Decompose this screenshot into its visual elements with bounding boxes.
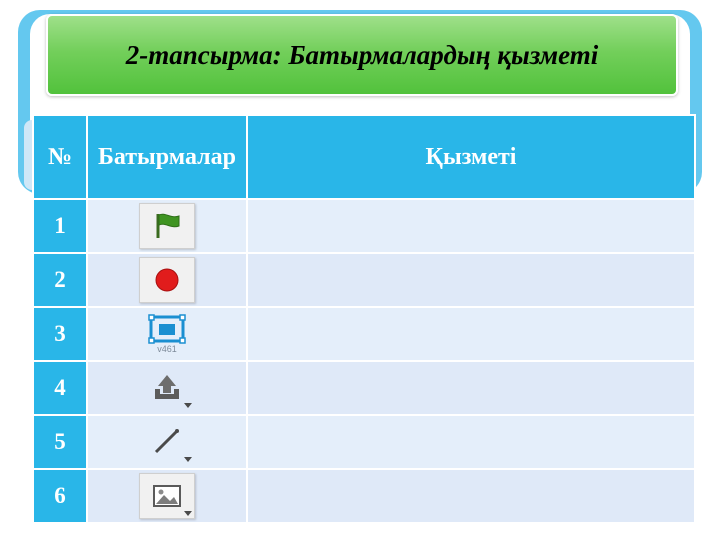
green-flag-icon-glyph xyxy=(150,211,184,241)
row-number: 5 xyxy=(33,415,87,469)
table-row xyxy=(33,253,695,307)
row-icon-cell xyxy=(87,307,247,361)
row-number: 6 xyxy=(33,469,87,523)
chevron-down-icon xyxy=(184,511,192,516)
header-function: Қызметі xyxy=(247,115,695,199)
sprite-select-icon-glyph xyxy=(147,314,187,346)
paint-line-icon[interactable] xyxy=(140,420,194,464)
row-icon-cell xyxy=(87,199,247,253)
sprite-select-icon[interactable] xyxy=(140,312,194,356)
row-icon-cell xyxy=(87,469,247,523)
table-head xyxy=(33,115,695,199)
paint-line-icon-glyph xyxy=(150,427,184,457)
red-stop-circle-icon[interactable] xyxy=(139,257,195,303)
page-title: 2-тапсырма: Батырмалардың қызметі xyxy=(125,39,599,70)
row-number: 1 xyxy=(33,199,87,253)
task-table-wrapper xyxy=(32,114,688,524)
row-number: 2 xyxy=(33,253,87,307)
upload-sprite-icon[interactable] xyxy=(140,366,194,410)
header-number: № xyxy=(33,115,87,199)
task-table xyxy=(32,114,696,524)
row-function-cell[interactable] xyxy=(247,199,695,253)
table-row xyxy=(33,361,695,415)
row-icon-cell xyxy=(87,361,247,415)
row-function-cell[interactable] xyxy=(247,253,695,307)
row-icon-cell xyxy=(87,253,247,307)
chevron-down-icon xyxy=(184,403,192,408)
table-row xyxy=(33,415,695,469)
row-function-cell[interactable] xyxy=(247,415,695,469)
row-function-cell[interactable] xyxy=(247,307,695,361)
table-body xyxy=(33,199,695,523)
table-row xyxy=(33,199,695,253)
row-number: 3 xyxy=(33,307,87,361)
image-picture-icon-glyph xyxy=(151,483,183,509)
row-function-cell[interactable] xyxy=(247,361,695,415)
table-row xyxy=(33,469,695,523)
image-picture-icon[interactable] xyxy=(139,473,195,519)
row-icon-cell xyxy=(87,415,247,469)
upload-sprite-icon-glyph xyxy=(150,373,184,403)
row-number: 4 xyxy=(33,361,87,415)
red-stop-circle-icon-glyph xyxy=(152,265,182,295)
table-header-row xyxy=(33,115,695,199)
title-banner xyxy=(46,14,678,96)
row-function-cell[interactable] xyxy=(247,469,695,523)
chevron-down-icon xyxy=(184,457,192,462)
green-flag-icon[interactable] xyxy=(139,203,195,249)
sprite-select-caption: v461 xyxy=(157,344,177,354)
header-buttons: Батырмалар xyxy=(87,115,247,199)
table-row xyxy=(33,307,695,361)
